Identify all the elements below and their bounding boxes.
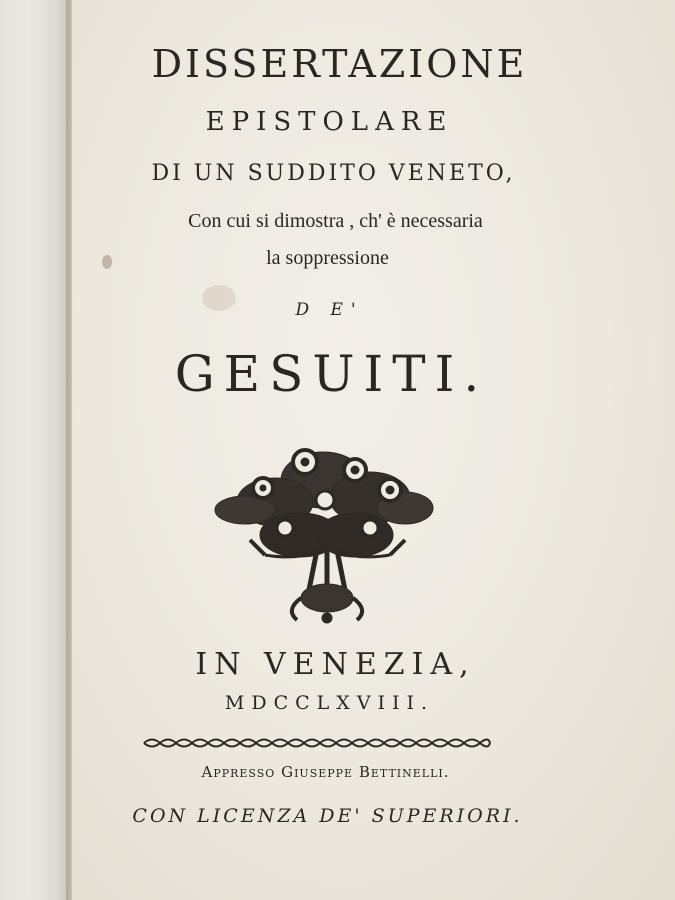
ornamental-chain-rule-icon — [142, 736, 492, 750]
title-line-5: la soppressione — [266, 247, 389, 269]
title-line-7: GESUITI. — [174, 345, 489, 403]
imprint-printer: Appresso Giuseppe Bettinelli. — [201, 763, 450, 781]
title-line-6: D E' — [295, 300, 364, 320]
imprint-license: CON LICENZA DE' SUPERIORI. — [132, 805, 523, 827]
title-line-2: EPISTOLARE — [205, 107, 454, 137]
title-line-4: Con cui si dimostra , ch' è necessaria — [188, 210, 483, 232]
floral-bouquet-woodcut-icon — [205, 440, 440, 625]
title-line-3: DI UN SUDDITO VENETO, — [151, 161, 516, 186]
imprint-place: IN VENEZIA, — [195, 647, 476, 682]
title-line-1: DISSERTAZIONE — [151, 42, 528, 86]
imprint-year: MDCCLXVIII. — [224, 692, 435, 714]
